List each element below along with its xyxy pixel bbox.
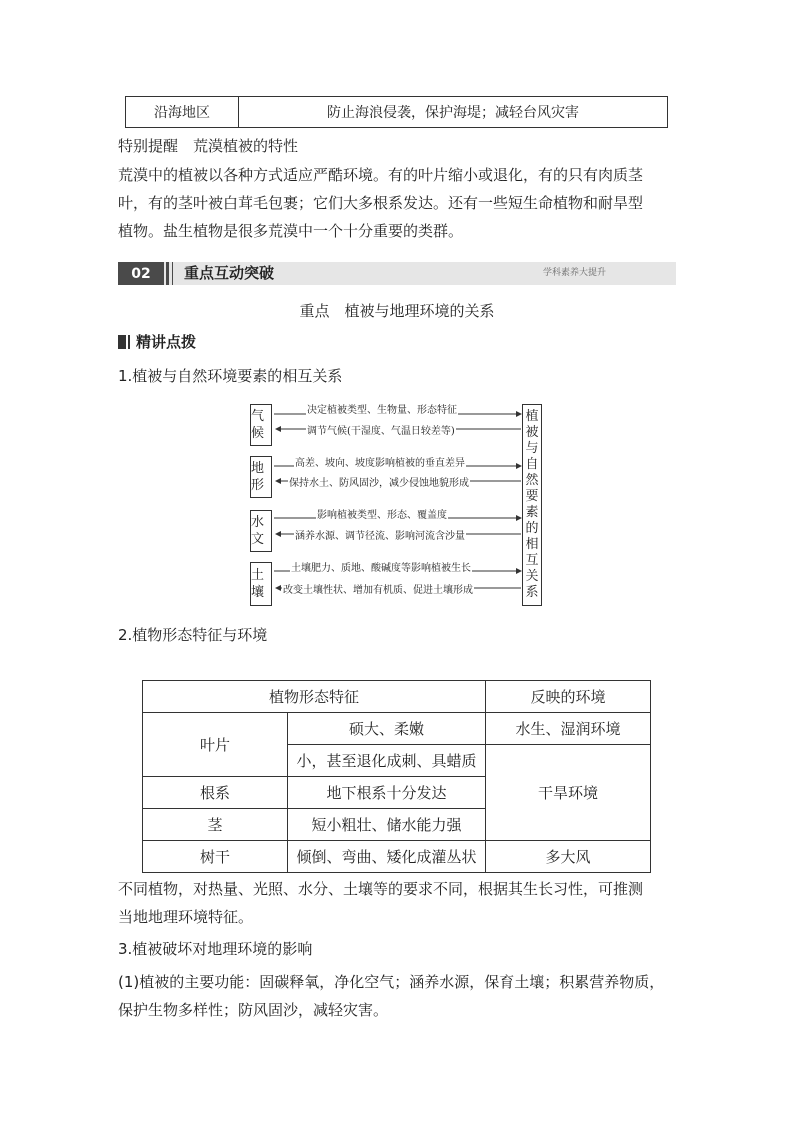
heading-2: 2.植物形态特征与环境: [118, 626, 268, 644]
table-cell: 小，甚至退化成刺、具蜡质: [288, 745, 486, 777]
divider: [166, 262, 169, 285]
reminder-title: 特别提醒 荒漠植被的特性: [118, 137, 299, 155]
table-cell: 干旱环境: [486, 745, 651, 841]
text-line: (1)植被的主要功能：固碳释氧，净化空气；涵养水源，保育土壤；积累营养物质，: [118, 973, 665, 991]
table-cell: 短小粗壮、储水能力强: [288, 809, 486, 841]
relation-diagram: [248, 400, 548, 610]
reminder-line: 荒漠中的植被以各种方式适应严酷环境。有的叶片缩小或退化，有的只有肉质茎: [118, 166, 644, 184]
text-line: 保护生物多样性；防风固沙，减轻灾害。: [118, 1001, 389, 1019]
soil-box: 土壤: [250, 562, 272, 606]
subhead: [118, 331, 196, 352]
text-line: 不同植物，对热量、光照、水分、土壤等的要求不同，根据其生长习性，可推测: [118, 880, 644, 898]
paragraph-3: [118, 968, 678, 1024]
reminder-body: [118, 161, 678, 245]
table-cell: 地下根系十分发达: [288, 777, 486, 809]
section-tagline: 学科素养大提升: [542, 268, 606, 278]
effect-cell: 防止海浪侵袭，保护海堤；减轻台风灾害: [327, 105, 579, 121]
arrow-label: 土壤肥力、质地、酸碱度等影响植被生长: [290, 559, 472, 574]
climate-box: 气候: [250, 404, 272, 446]
table-header: 反映的环境: [486, 681, 651, 713]
relation-box: 植被与自然要素的相互关系: [522, 404, 542, 606]
table-cell: 水生、湿润环境: [486, 713, 651, 745]
table-header: 植物形态特征: [143, 681, 486, 713]
arrow-label: 影响植被类型、形态、覆盖度: [316, 506, 448, 521]
region-cell: 沿海地区: [126, 97, 239, 127]
table-cell: 叶片: [143, 713, 288, 777]
table-cell: 倾倒、弯曲、矮化成灌丛状: [288, 841, 486, 873]
key-title: 重点 植被与地理环境的关系: [299, 302, 495, 320]
divider: [172, 262, 173, 285]
table-cell: 多大风: [486, 841, 651, 873]
reminder-line: 植物。盐生植物是很多荒漠中一个十分重要的类群。: [118, 222, 464, 240]
text-line: 当地地理环境特征。: [118, 908, 254, 926]
section-bar: [118, 262, 676, 285]
table-cell: 茎: [143, 809, 288, 841]
heading-3: 3.植被破坏对地理环境的影响: [118, 940, 313, 958]
reminder-line: 叶，有的茎叶被白茸毛包裹；它们大多根系发达。还有一些短生命植物和耐旱型: [118, 194, 644, 212]
table-cell: 硕大、柔嫩: [288, 713, 486, 745]
section-title: 重点互动突破: [184, 264, 275, 282]
hydrology-box: 水文: [250, 510, 272, 552]
terrain-box: 地形: [250, 456, 272, 498]
square-bullet-icon: [118, 335, 130, 349]
table-row: [143, 841, 651, 873]
coastal-row: [125, 96, 668, 128]
arrow-label: 涵养水源、调节径流、影响河流含沙量: [294, 527, 466, 542]
arrow-label: 保持水土、防风固沙，减少侵蚀地貌形成: [288, 474, 470, 489]
section-number: 02: [118, 262, 164, 285]
heading-1: 1.植被与自然环境要素的相互关系: [118, 367, 343, 385]
table-row: [143, 681, 651, 713]
table-cell: 根系: [143, 777, 288, 809]
table-cell: 树干: [143, 841, 288, 873]
arrow-label: 决定植被类型、生物量、形态特征: [306, 401, 458, 416]
table-row: [143, 713, 651, 745]
morphology-table: [142, 680, 651, 873]
arrow-label: 调节气候(干湿度、气温日较差等): [306, 422, 456, 437]
arrow-label: 高差、坡向、坡度影响植被的垂直差异: [294, 454, 466, 469]
paragraph-2: [118, 875, 678, 931]
subhead-label: 精讲点拨: [136, 333, 197, 351]
arrow-label: 改变土壤性状、增加有机质、促进土壤形成: [282, 581, 474, 596]
